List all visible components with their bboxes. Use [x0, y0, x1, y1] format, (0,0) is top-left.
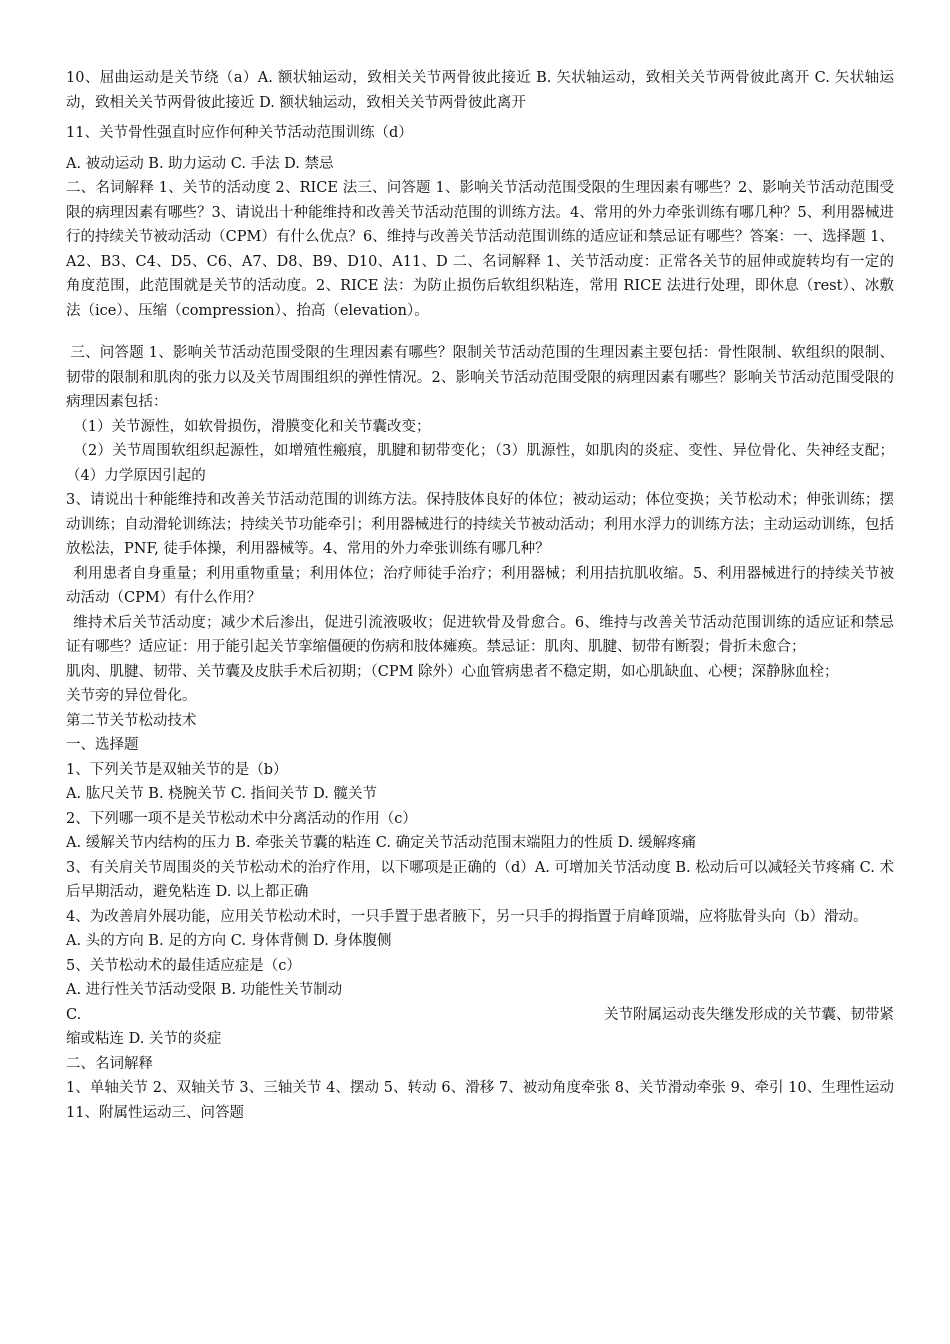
mc-question-1-options: A. 肱尺关节 B. 桡腕关节 C. 指间关节 D. 髋关节 [66, 786, 378, 802]
choice-heading: 一、选择题 [66, 737, 139, 753]
mc-question-4-options: A. 头的方向 B. 足的方向 C. 身体背侧 D. 身体腹侧 [66, 933, 392, 949]
qa-item-1: （1）关节源性，如软骨损伤，滑膜变化和关节囊改变； [73, 418, 431, 435]
qa-cpm-effect: 维持术后关节活动度；减少术后渗出，促进引流液吸收；促进软骨及骨愈合。6、维持与改善关节活动范围训练的适应证和禁忌证有哪些？适应证：用于能引起关节挛缩僵硬的伤病和肢体瘫痪。禁忌证：肌肉、肌腱、韧带有断裂；骨折未愈合； [66, 614, 894, 655]
heterotopic-ossification: 关节旁的异位骨化。 [66, 688, 197, 704]
mc-question-5-option-c [66, 1003, 894, 1028]
mc-question-1: 1、下列关节是双轴关节的是（b） [66, 761, 288, 778]
question-10: 10、屈曲运动是关节绕（a）A. 额状轴运动，致相关关节两骨彼此接近 B. 矢状轴运动，致相关关节两骨彼此离开 C. 矢状轴运动，致相关关节两骨彼此接近 D. 额状轴运动，致相关关节两骨彼此离开 [66, 70, 894, 111]
section-heading: 第二节关节松动技术 [66, 712, 197, 729]
mc-question-2-options: A. 缓解关节内结构的压力 B. 牵张关节囊的粘连 C. 确定关节活动范围末端阻力的性质 D. 缓解疼痛 [66, 835, 697, 851]
qa-item-2-4: （2）关节周围软组织起源性，如增殖性瘢痕，肌腱和韧带变化；（3）肌源性，如肌肉的炎症、变性、异位骨化、失神经支配；（4）力学原因引起的 [66, 443, 894, 484]
question-11: 11、关节骨性强直时应作何种关节活动范围训练（d） [66, 125, 413, 141]
terms-and-answers-block: 二、名词解释 1、关节的活动度 2、RICE 法三、问答题 1、影响关节活动范围受限的生理因素有哪些？2、影响关节活动范围受限的病理因素有哪些？3、请说出十种能维持和改善关节活动范围的训练方法。4、常用的外力牵张训练有哪几种？5、利用器械进行的持续关节被动活动（CPM）有什么优点？6、维持与改善关节活动范围训练的适应证和禁忌证有哪些？答案：一、选择题 1、A2、B3、C4、D5、C6、A7、D8、B9、D10、A11、D 二、名词解释 1、关节活动度：正常各关节的屈伸或旋转均有一定的角度范围，此范围就是关节的活动度。2、RICE 法：为防止损伤后软组织粘连，常用 RICE 法进行处理，即休息（rest）、冰敷法（ice）、压缩（compression）、抬高（elevation）。 [66, 180, 894, 319]
mc-question-5: 5、关节松动术的最佳适应症是（c） [66, 957, 301, 974]
mc-question-4: 4、为改善肩外展功能，应用关节松动术时，一只手置于患者腋下，另一只手的拇指置于肩峰顶端，应将肱骨头向（b）滑动。 [66, 908, 868, 925]
qa-section-intro: 三、问答题 1、影响关节活动范围受限的生理因素有哪些？限制关节活动范围的生理因素主要包括：骨性限制、软组织的限制、韧带的限制和肌肉的张力以及关节周围组织的弹性情况。2、影响关节活动范围受限的病理因素有哪些？影响关节活动范围受限的病理因素包括： [66, 345, 894, 410]
question-11-options: A. 被动运动 B. 助力运动 C. 手法 D. 禁忌 [66, 155, 334, 172]
option-text: 关节附属运动丧失继发形成的关节囊、韧带紧 [604, 1006, 894, 1023]
terms-list: 1、单轴关节 2、双轴关节 3、三轴关节 4、摆动 5、转动 6、滑移 7、被动角度牵张 8、关节滑动牵张 9、牵引 10、生理性运动 11、附属性运动三、问答题 [66, 1080, 894, 1121]
contraindications-continued: 肌肉、肌腱、韧带、关节囊及皮肤手术后初期；（CPM 除外）心血管病患者不稳定期，如心肌缺血、心梗；深静脉血栓； [66, 663, 839, 680]
terms-heading: 二、名词解释 [66, 1055, 153, 1072]
qa-training-methods: 3、请说出十种能维持和改善关节活动范围的训练方法。保持肢体良好的体位；被动运动；体位变换；关节松动术；伸张训练；摆动训练；自动滑轮训练法；持续关节功能牵引；利用器械进行的持续关节被动活动；利用水浮力的训练方法；主动运动训练，包括放松法，PNF, 徒手体操，利用器械等。4、常用的外力牵张训练有哪几种？ [66, 492, 894, 557]
option-letter: C. [66, 1006, 82, 1023]
qa-external-traction: 利用患者自身重量；利用重物重量；利用体位；治疗师徒手治疗；利用器械；利用拮抗肌收缩。5、利用器械进行的持续关节被动活动（CPM）有什么作用？ [66, 565, 894, 606]
mc-question-5-option-c-continued: 缩或粘连 D. 关节的炎症 [66, 1031, 222, 1047]
mc-question-5-options-ab: A. 进行性关节活动受限 B. 功能性关节制动 [66, 982, 343, 998]
document-page [66, 66, 894, 1125]
mc-question-2: 2、下列哪一项不是关节松动术中分离活动的作用（c） [66, 810, 417, 827]
mc-question-3: 3、有关肩关节周围炎的关节松动术的治疗作用，以下哪项是正确的（d）A. 可增加关节活动度 B. 松动后可以减轻关节疼痛 C. 术后早期活动，避免粘连 D. 以上都正确 [66, 859, 894, 900]
